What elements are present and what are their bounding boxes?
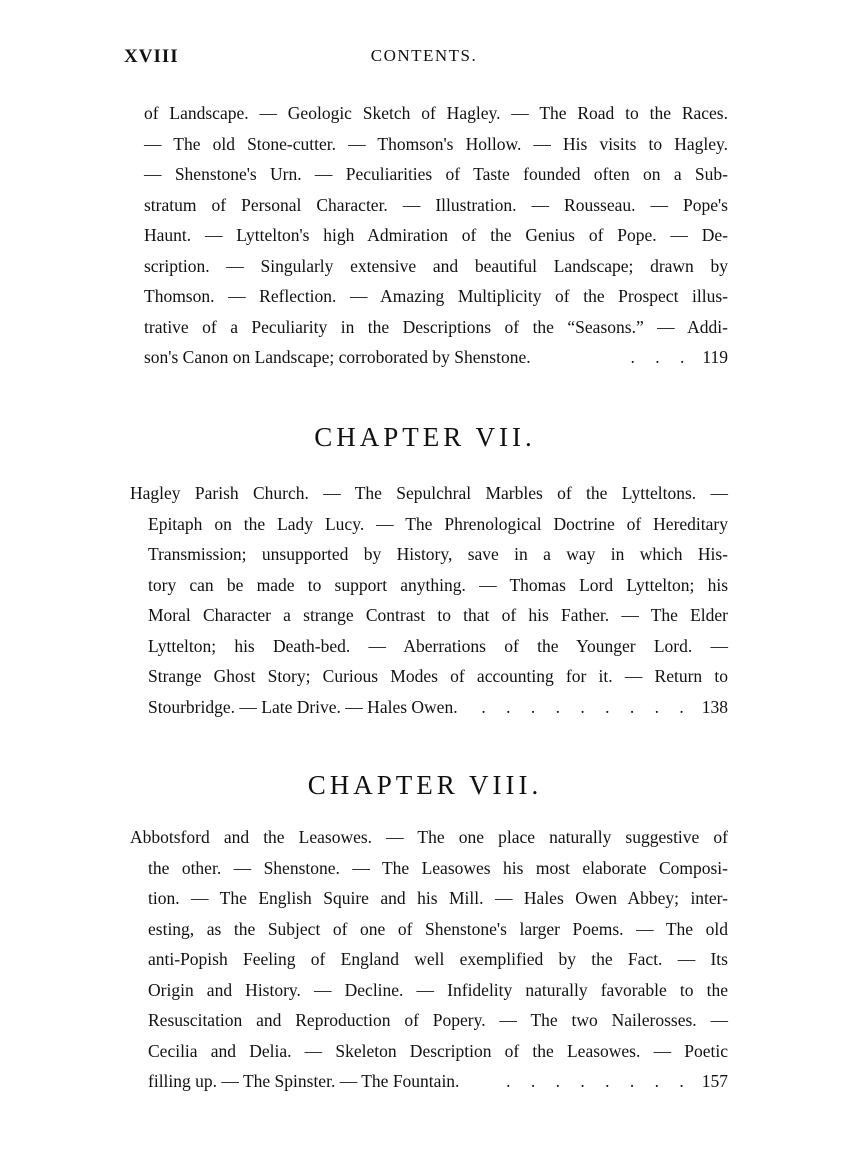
entry-line: scription. — Singularly extensive and beautiful Landscape; drawn by	[144, 255, 728, 276]
entry-line: trative of a Peculiarity in the Descriptions of the “Seasons.” — Addi-	[144, 316, 728, 337]
entry-line: Origin and History. — Decline. — Infidelity naturally favorable to the	[148, 979, 728, 1000]
entry-line: of Landscape. — Geologic Sketch of Hagley. — The Road to the Races.	[144, 103, 728, 123]
entry-line: Strange Ghost Story; Curious Modes of accounting for it. — Return to	[148, 666, 728, 686]
entry-line: tion. — The English Squire and his Mill. — Hales Owen Abbey; inter-	[148, 888, 728, 908]
entry-line: — The old Stone-cutter. — Thomson's Hollow. — His visits to Hagley.	[144, 133, 728, 154]
contents-entry-continued	[144, 98, 728, 373]
chapter-heading: CHAPTER VII.	[314, 422, 536, 452]
entry-last-line	[130, 692, 728, 723]
page-number: 138	[701, 696, 728, 717]
dot-leaders: . . . . . . . .	[506, 1071, 692, 1091]
entry-line: filling up. — The Spinster. — The Fountain.	[148, 1071, 460, 1091]
entry-line: Epitaph on the Lady Lucy. — The Phrenological Doctrine of Hereditary	[148, 513, 728, 534]
dot-leaders: . . . . . . . . .	[481, 696, 692, 717]
entry-line: Lyttelton; his Death-bed. — Aberrations of the Younger Lord. —	[148, 635, 728, 656]
entry-line: Haunt. — Lyttelton's high Admiration of the Genius of Pope. — De-	[144, 225, 728, 245]
entry-last-line	[144, 342, 728, 373]
contents-entry	[130, 822, 728, 1097]
entry-line: tory can be made to support anything. — Thomas Lord Lyttelton; his	[148, 574, 728, 595]
page-number: 119	[702, 347, 728, 367]
page-number: 157	[701, 1071, 728, 1091]
entry-line: anti-Popish Feeling of England well exemplified by the Fact. — Its	[148, 949, 728, 969]
entry-line: Resuscitation and Reproduction of Popery. — The two Nailerosses. —	[148, 1010, 728, 1030]
entry-line: Moral Character a strange Contrast to that of his Father. — The Elder	[148, 605, 728, 625]
entry-line: Thomson. — Reflection. — Amazing Multiplicity of the Prospect illus-	[144, 286, 728, 306]
entry-line: stratum of Personal Character. — Illustration. — Rousseau. — Pope's	[144, 194, 728, 215]
dot-leaders: . . .	[630, 347, 693, 367]
entry-line: the other. — Shenstone. — The Leasowes his most elaborate Composi-	[148, 857, 728, 878]
entry-line: — Shenstone's Urn. — Peculiarities of Taste founded often on a Sub-	[144, 164, 728, 184]
entry-line: esting, as the Subject of one of Shenstone's larger Poems. — The old	[148, 918, 728, 939]
entry-line: Stourbridge. — Late Drive. — Hales Owen.	[148, 696, 458, 717]
entry-line: son's Canon on Landscape; corroborated by Shenstone.	[144, 347, 531, 367]
chapter-heading: CHAPTER VIII.	[307, 770, 543, 800]
entry-last-line	[130, 1066, 728, 1097]
contents-entry	[130, 478, 728, 722]
entry-line: Hagley Parish Church. — The Sepulchral Marbles of the Lytteltons. —	[130, 483, 728, 503]
entry-line: Abbotsford and the Leasowes. — The one place naturally suggestive of	[130, 827, 728, 847]
running-head	[118, 46, 730, 70]
running-title: CONTENTS.	[370, 46, 478, 65]
page-folio: XVIII	[124, 46, 179, 67]
entry-line: Transmission; unsupported by History, save in a way in which His-	[148, 544, 728, 564]
entry-line: Cecilia and Delia. — Skeleton Description of the Leasowes. — Poetic	[148, 1040, 728, 1061]
